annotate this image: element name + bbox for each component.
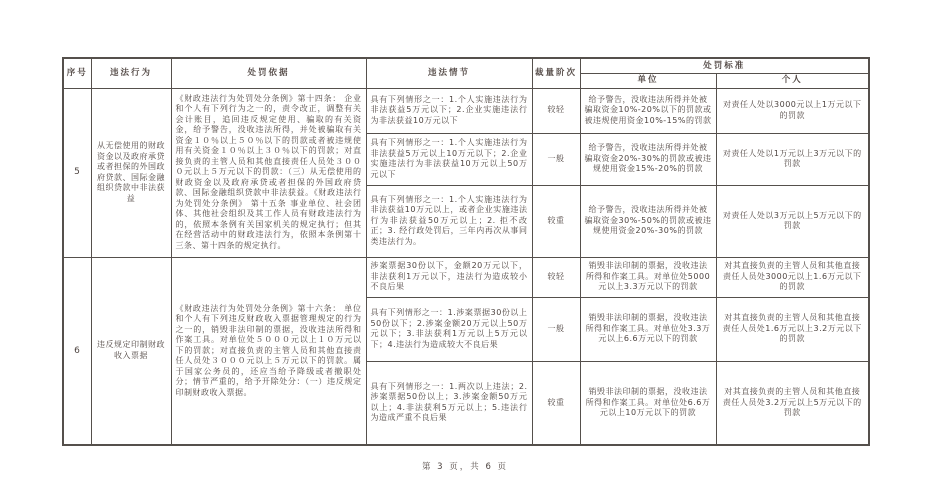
cell-unit-standard: 销毁非法印制的票据，没收违法所得和作案工具。对单位处5000元以上3.3万元以下的罚款 [580,257,716,297]
table-row [63,88,869,133]
column-header-act: 违法行为 [91,58,171,88]
column-header-level: 裁量阶次 [532,58,580,88]
cell-circumstance: 具有下列情形之一：1.个人实施违法行为非法获益5万元以下；2.企业实施违法行为非法获益10万元以下 [366,88,532,133]
cell-illegal-act: 违反规定印制财政收入票据 [91,257,171,445]
column-header-basis: 处罚依据 [171,58,366,88]
cell-illegal-act: 从无偿使用的财政资金以及政府承贷或者担保的外国政府贷款、国际金融组织贷款中非法获益 [91,88,171,257]
column-header-index: 序号 [63,58,91,88]
cell-unit-standard: 给予警告，没收违法所得并处被骗取资金10%-20%以下的罚款或被违规使用资金10%-15%的罚款 [580,88,716,133]
cell-unit-standard: 给予警告，没收违法所得并处被骗取资金30%-50%的罚款或被违规使用资金20%-30%的罚款 [580,185,716,257]
cell-individual-standard: 对责任人处以3万元以上5万元以下的罚款 [716,185,869,257]
cell-individual-standard: 对其直接负责的主管人员和其他直接责任人员处1.6万元以上3.2万元以下的罚款 [716,297,869,361]
cell-penalty-basis: 《财政违法行为处罚处分条例》第十四条： 企业和个人有下列行为之一的，责令改正，调整有关会计账目，追回违反规定使用、骗取的有关资金，给予警告，没收违法所得，并处被骗取有关资金１０％以上５０％以下的罚款或者被违规使用有关资金１０％以上３０％以下的罚款；对直接负责的主管人员和其他直接责任人员处３０００元以上５万元以下的罚款：（三）从无偿使用的财政资金以及政府承贷或者担保的外国政府贷款、国际金融组织贷款中非法获益。《财政违法行为处罚处分条例》 第十五条 事业单位、社会团体、其他社会组织及其工作人员有财政违法行为的，依照本条例有关国家机关的规定执行；但其在经营活动中的财政违法行为，依照本条例第十三条、第十四条的规定执行。 [171,88,366,257]
cell-circumstance: 具有下列情形之一：1.个人实施违法行为非法获益10万元以上，或者企业实施违法行为非法获益50万元以上；2. 拒不改正；3. 经行政处罚后，三年内再次从事同类违法行为。 [366,185,532,257]
cell-discretion-level: 一般 [532,133,580,185]
cell-discretion-level: 较重 [532,185,580,257]
cell-circumstance: 涉案票据30份以下，金额20万元以下，非法获利1万元以下，违法行为造成较小不良后果 [366,257,532,297]
cell-individual-standard: 对其直接负责的主管人员和其他直接责任人员处3000元以上1.6万元以下的罚款 [716,257,869,297]
cell-row-index: 5 [63,88,91,257]
cell-discretion-level: 较重 [532,361,580,445]
cell-discretion-level: 一般 [532,297,580,361]
column-header-circumstance: 违法情节 [366,58,532,88]
column-header-unit: 单位 [580,73,716,88]
penalty-standards-table [62,57,870,446]
cell-individual-standard: 对责任人处以3000元以上1万元以下的罚款 [716,88,869,133]
cell-row-index: 6 [63,257,91,445]
cell-circumstance: 具有下列情形之一：1.个人实施违法行为非法获益5万元以上10万元以下；2.企业实施违法行为非法获益10万元以上50万元以下 [366,133,532,185]
cell-circumstance: 具有下列情形之一：1.两次以上违法；2.涉案票据50份以上；3.涉案金额50万元以上；4.非法获利5万元以上；5.违法行为造成严重不良后果 [366,361,532,445]
column-header-individual: 个人 [716,73,869,88]
cell-individual-standard: 对其直接负责的主管人员和其他直接责任人员处3.2万元以上5万元以下的罚款 [716,361,869,445]
cell-unit-standard: 销毁非法印制的票据，没收违法所得和作案工具。对单位处3.3万元以上6.6万元以下的罚款 [580,297,716,361]
cell-unit-standard: 销毁非法印制的票据，没收违法所得和作案工具。对单位处6.6万元以上10万元以下的罚款 [580,361,716,445]
cell-circumstance: 具有下列情形之一：1.涉案票据30份以上50份以下；2.涉案金额20万元以上50万元以下；3.非法获利1万元以上5万元以下；4.违法行为造成较大不良后果 [366,297,532,361]
page-number-footer: 第 3 页，共 6 页 [421,462,509,472]
cell-penalty-basis: 《财政违法行为处罚处分条例》第十六条： 单位和个人有下列违反财政收入票据管理规定的行为之一的，销毁非法印制的票据，没收违法所得和作案工具。对单位处５０００元以上１０万元以下的罚款；对直接负责的主管人员和其他直接责任人员处３０００元以上５万元以下的罚款。属于国家公务员的，还应当给予降级或者撤职处分；情节严重的，给予开除处分：（一）违反规定印制财政收入票据。 [171,257,366,445]
cell-individual-standard: 对责任人处以1万元以上3万元以下的罚款 [716,133,869,185]
table-row [63,257,869,297]
cell-discretion-level: 较轻 [532,88,580,133]
cell-unit-standard: 给予警告，没收违法所得并处被骗取资金20%-30%的罚款或被违规使用资金15%-20%的罚款 [580,133,716,185]
cell-discretion-level: 较轻 [532,257,580,297]
column-header-standard: 处罚标准 [580,58,869,73]
